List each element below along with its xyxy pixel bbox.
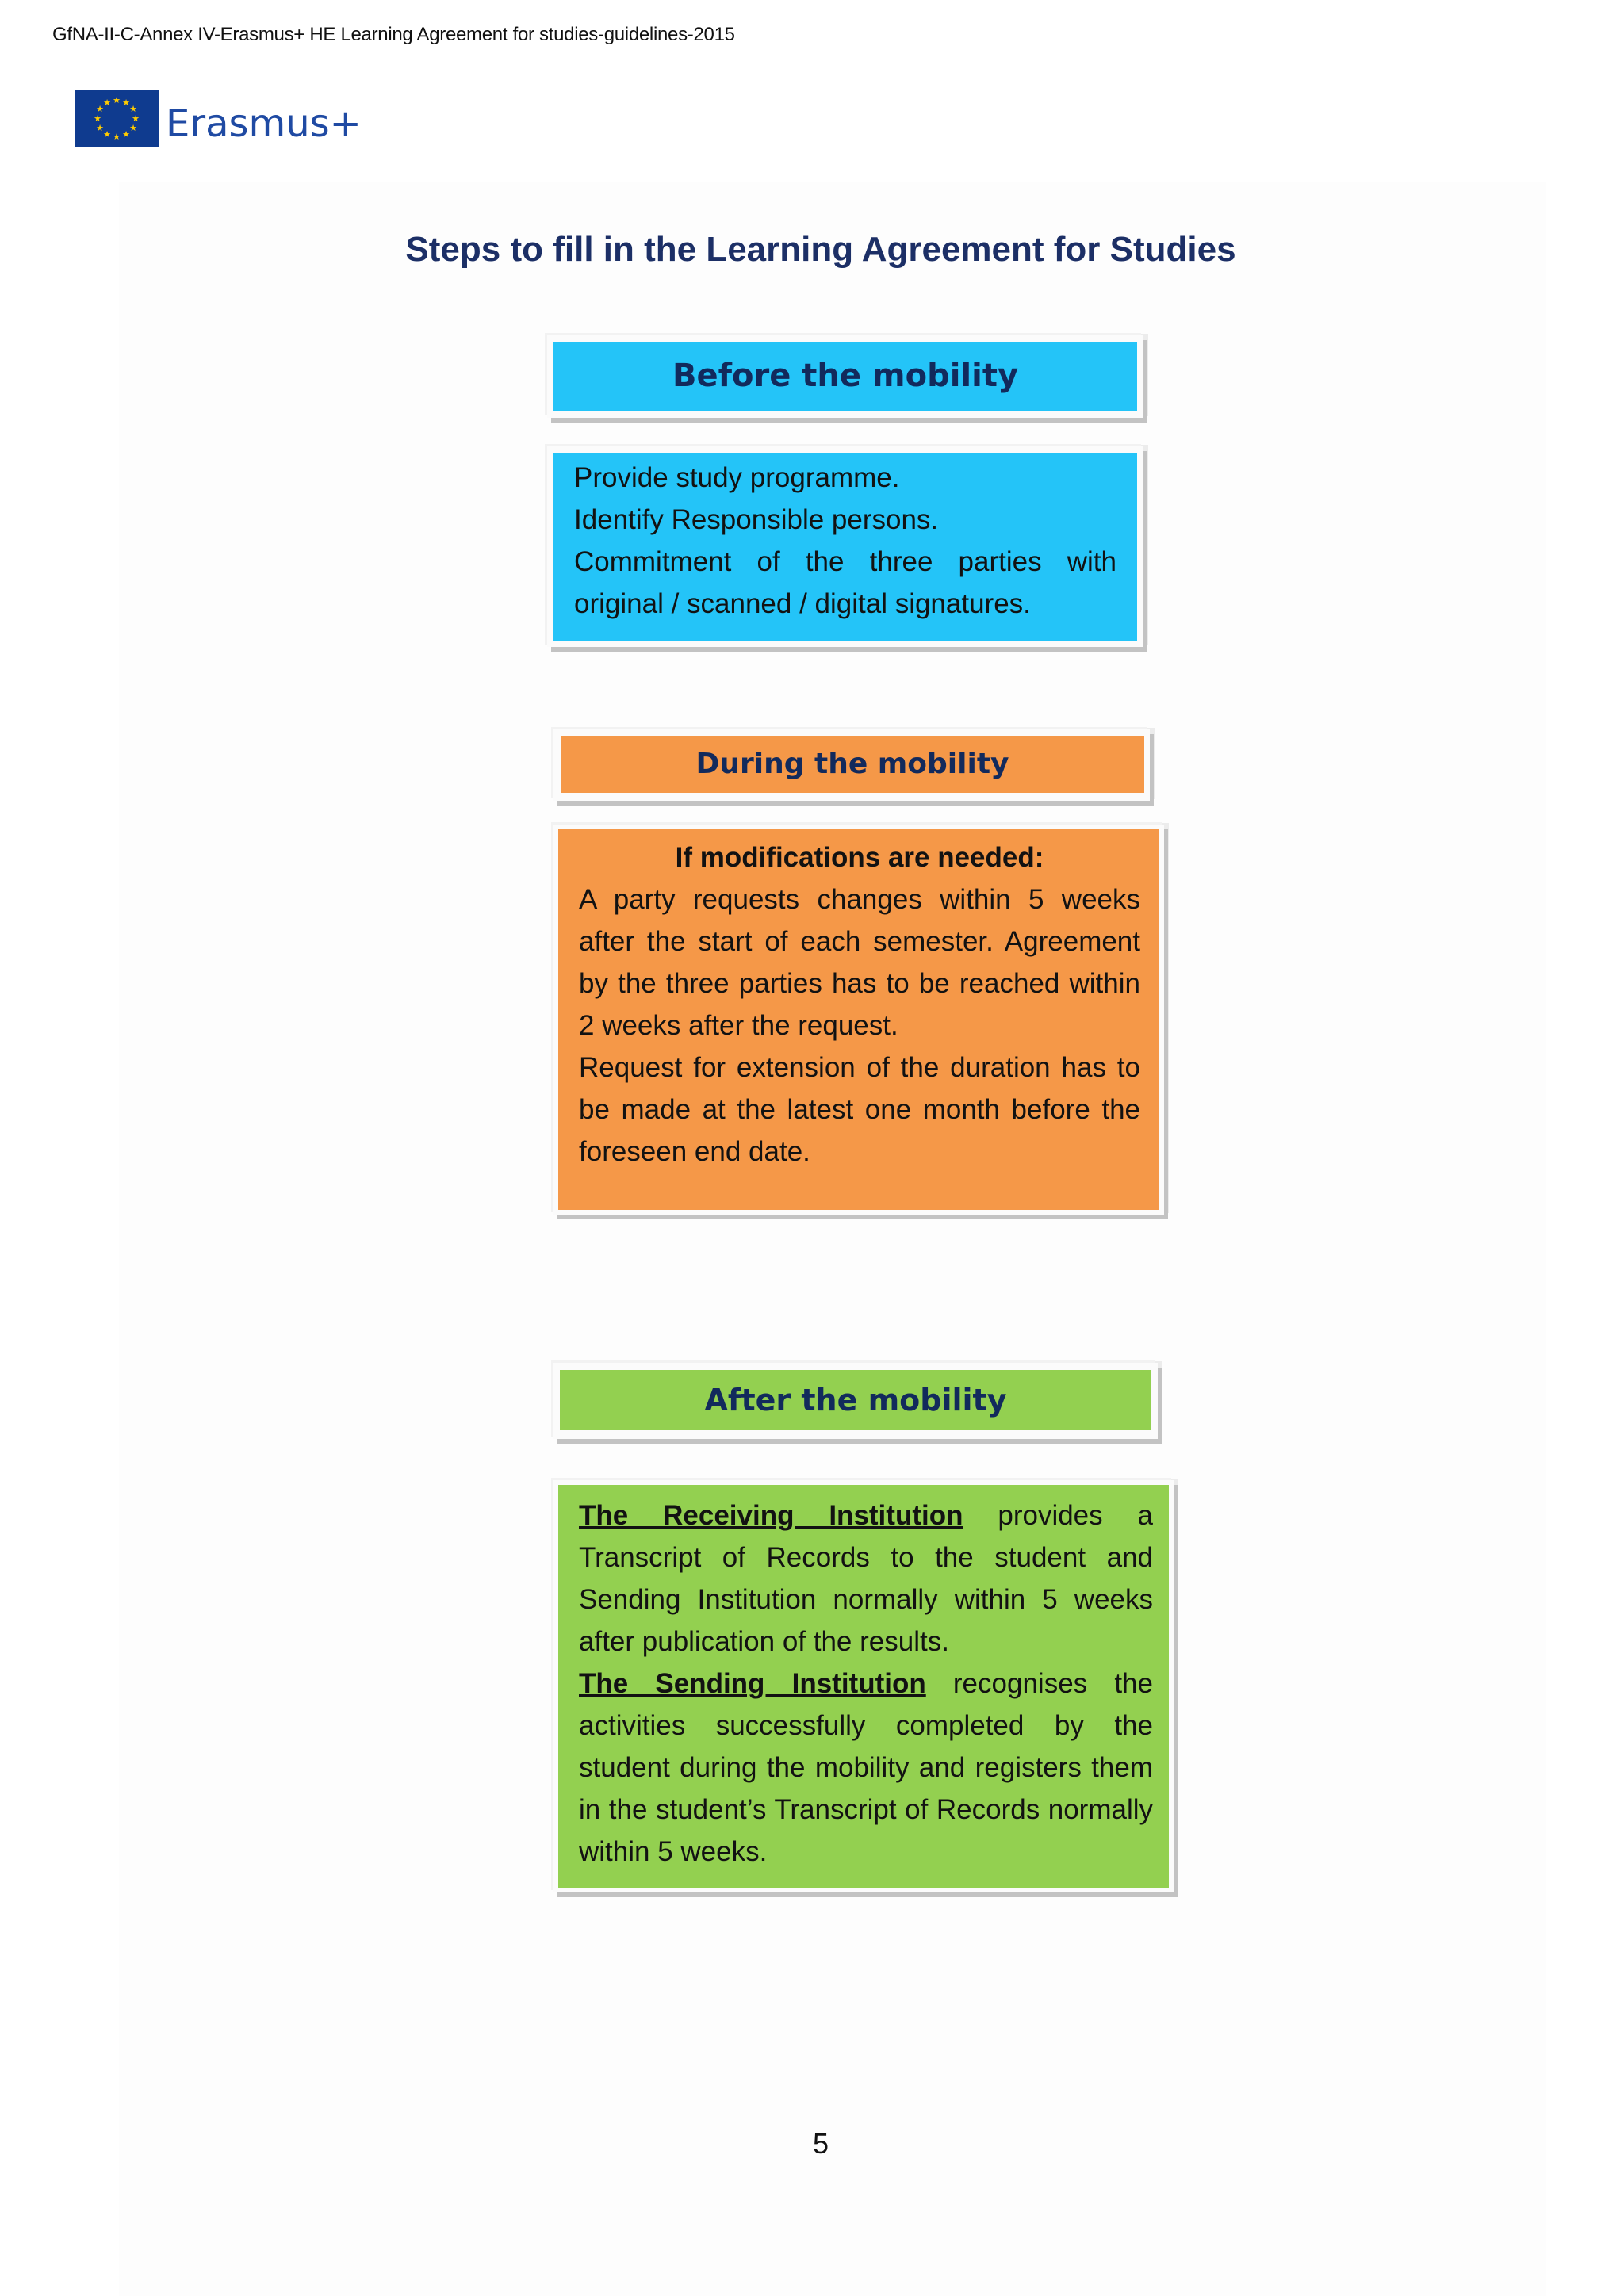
before-body: [553, 453, 1137, 641]
during-paragraph-2: Request for extension of the duration has to be made at the latest one month before the foreseen end date.: [579, 1052, 1140, 1167]
after-body: [558, 1485, 1169, 1888]
svg-text:★: ★: [96, 104, 104, 114]
page-number: 5: [812, 2127, 829, 2160]
svg-text:★: ★: [113, 132, 121, 142]
during-body: [558, 829, 1159, 1210]
svg-text:★: ★: [122, 129, 130, 140]
page-title: Steps to fill in the Learning Agreement for Studies: [405, 230, 1236, 269]
svg-text:★: ★: [122, 98, 130, 108]
svg-text:★: ★: [113, 95, 121, 105]
svg-text:★: ★: [103, 98, 111, 108]
sending-institution-label: The Sending Institution: [579, 1668, 926, 1699]
logo-wordmark: Erasmus+: [166, 101, 362, 146]
after-paragraph-2-text: recognises the activities successfully completed by the student during the mobility and registers them in the student’s Transcript of Records normally within 5 weeks.: [579, 1668, 1153, 1867]
svg-text:★: ★: [103, 129, 111, 140]
before-line-2: Identify Responsible persons.: [574, 504, 939, 535]
before-heading: Before the mobility: [553, 342, 1137, 411]
eu-flag-icon: [75, 90, 159, 147]
before-line-1: Provide study programme.: [574, 462, 900, 493]
during-paragraph-1: A party requests changes within 5 weeks after the start of each semester. Agreement by the three parties has to be reached within 2 weeks after the request.: [579, 884, 1140, 1041]
receiving-institution-label: The Receiving Institution: [579, 1500, 963, 1531]
svg-text:★: ★: [132, 113, 140, 124]
svg-text:★: ★: [129, 104, 137, 114]
during-subheading: If modifications are needed:: [675, 842, 1044, 873]
erasmus-logo: [75, 90, 360, 154]
after-paragraph-2: [579, 1663, 1153, 1873]
after-paragraph-1: [579, 1494, 1153, 1663]
svg-text:★: ★: [94, 113, 102, 124]
document-reference: GfNA-II-C-Annex IV-Erasmus+ HE Learning Agreement for studies-guidelines-2015: [52, 24, 735, 45]
after-heading: After the mobility: [560, 1370, 1151, 1430]
svg-text:★: ★: [129, 123, 137, 133]
svg-text:★: ★: [96, 123, 104, 133]
after-paragraph-1-text: provides a Transcript of Records to the student and Sending Institution normally within 5 weeks after publication of the results.: [579, 1500, 1153, 1657]
before-line-3: Commitment of the three parties with original / scanned / digital signatures.: [574, 546, 1116, 619]
during-heading: During the mobility: [561, 736, 1144, 793]
